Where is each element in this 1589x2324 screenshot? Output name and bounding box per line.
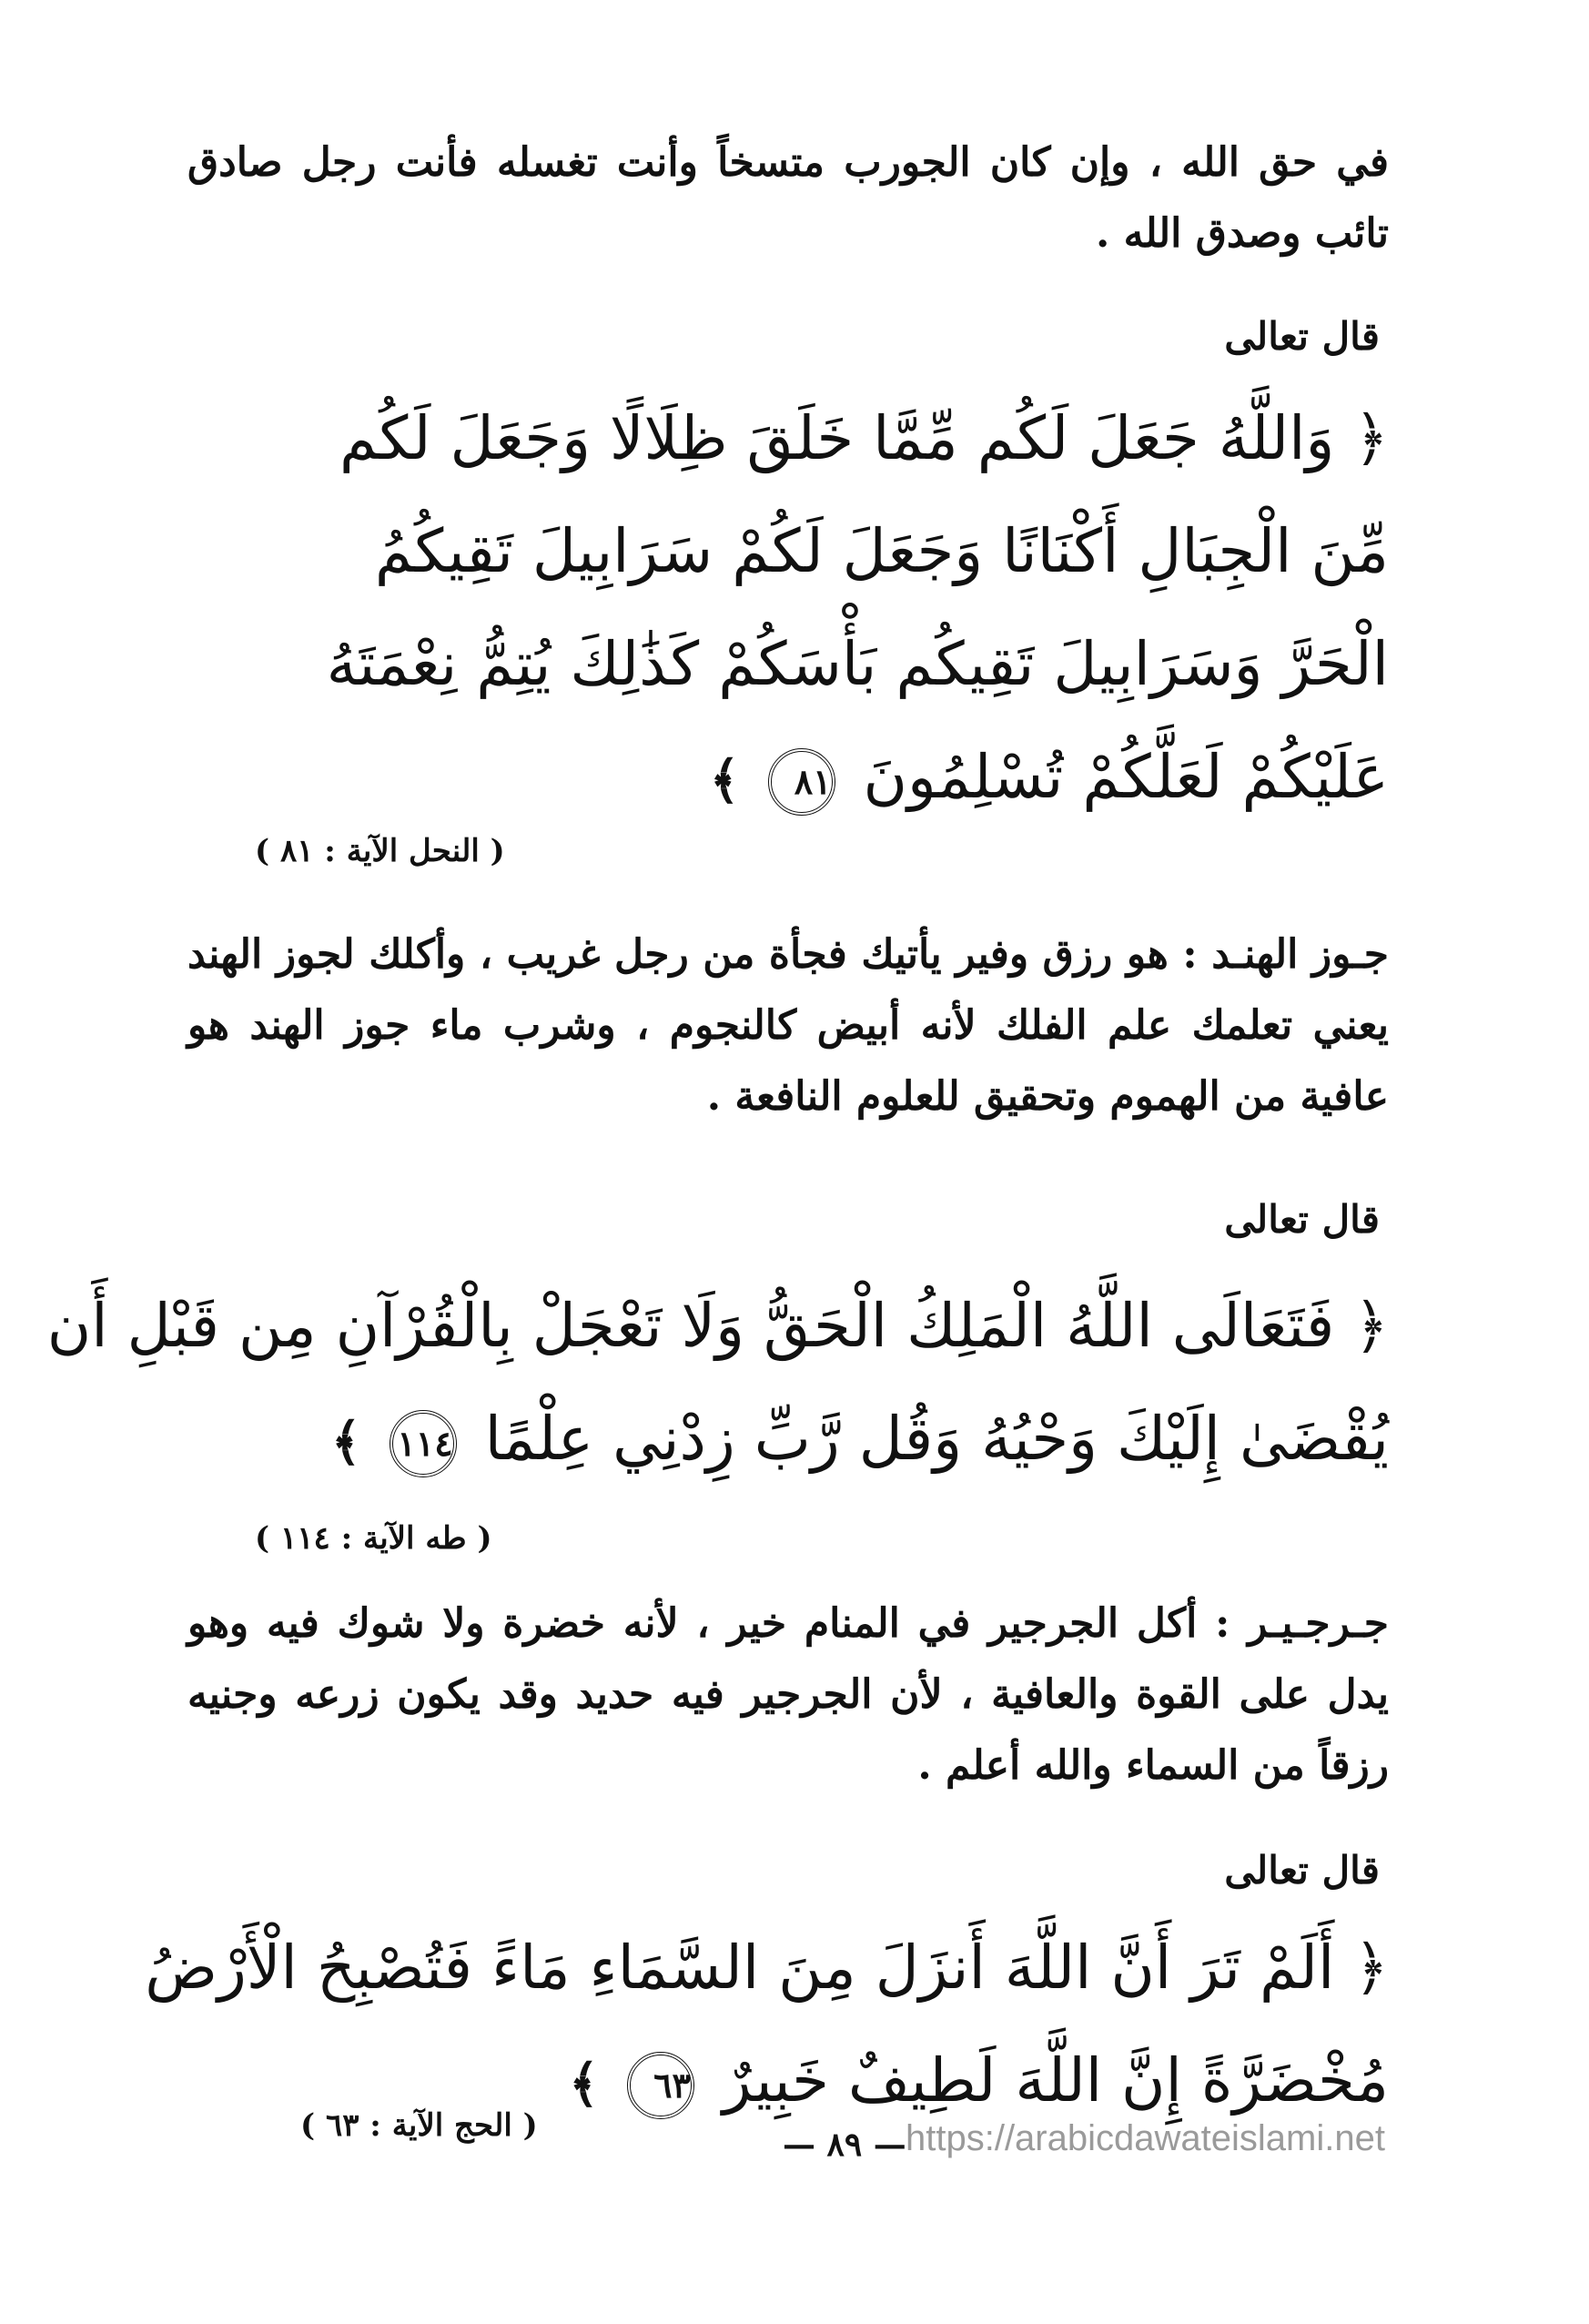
closing-bracket: ﴾ [330,1412,361,1472]
verse-1-line-2: مِّنَ الْجِبَالِ أَكْنَانًا وَجَعَلَ لَكُمْ سَرَابِيلَ تَقِيكُمُ [374,516,1389,586]
verse-citation-1: ( النحل الآية : ٨١ ) [255,833,505,869]
ayah-number-marker: ١١٤ [390,1410,457,1477]
entry-body-arugula: : أكل الجرجير في المنام خير ، لأنه خضرة ولا شوك فيه وهو يدل على القوة والعافية ، لأن الجرجير فيه حديد وقد يكون زرعه وجنيه رزقاً من السماء والله أعلم . [187,1600,1389,1789]
verse-2-line-2 [187,1383,1389,1498]
verse-1-line-4-text: عَلَيْكُمْ لَعَلَّكُمْ تُسْلِمُونَ [863,742,1389,812]
intro-line-2: وصدق الله . [1095,210,1301,257]
ayah-number-marker: ٨١ [768,748,835,816]
verse-1-line-1: ﴿ وَاللَّهُ جَعَلَ لَكُم مِّمَّا خَلَقَ ظِلَالًا وَجَعَلَ لَكُم [339,403,1389,473]
verse-1-line-4 [187,721,1389,837]
ayah-number-marker: ٦٣ [627,2052,694,2119]
quran-verse-1 [187,382,1389,837]
entry-coconut [187,919,1389,1132]
verse-3-line-1: ﴿ أَلَمْ تَرَ أَنَّ اللَّهَ أَنزَلَ مِنَ السَّمَاءِ مَاءً فَتُصْبِحُ الْأَرْضُ [145,1933,1389,2003]
verse-citation-2: ( طه الآية : ١١٤ ) [255,1520,492,1557]
page-number: — ٨٩ — [783,2126,906,2164]
closing-bracket: ﴾ [569,2054,599,2114]
verse-2-line-1: ﴿ فَتَعَالَى اللَّهُ الْمَلِكُ الْحَقُّ وَلَا تَعْجَلْ بِالْقُرْآنِ مِن قَبْلِ أَن [46,1291,1389,1361]
verse-3-line-2-text: مُخْضَرَّةً إِنَّ اللَّهَ لَطِيفٌ خَبِيرٌ [722,2045,1389,2116]
quran-verse-3 [145,1912,1389,2140]
closing-bracket: ﴾ [709,750,740,810]
verse-1-line-3: الْحَرَّ وَسَرَابِيلَ تَقِيكُم بَأْسَكُمْ كَذَٰلِكَ يُتِمُّ نِعْمَتَهُ [326,629,1389,699]
verse-heading-1: قال تعالى [1224,314,1380,359]
watermark-url: https://arabicdawateislami.net [906,2118,1385,2158]
intro-line-1: في حق الله ، وإن كان الجورب متسخاً وأنت تغسله فأنت رجل صادق تائب [187,139,1389,257]
entry-term-coconut: جـوز الهنـد [1211,931,1390,978]
verse-heading-2: قال تعالى [1224,1197,1380,1242]
entry-arugula [187,1588,1389,1801]
quran-verse-2 [46,1270,1389,1498]
verse-citation-3: ( الحج الآية : ٦٣ ) [300,2107,538,2144]
intro-paragraph [187,127,1389,269]
entry-body-coconut: : هو رزق وفير يأتيك فجأة من رجل غريب ، وأكلك لجوز الهند يعني تعلمك علم الفلك لأنه أبيض كالنجوم ، وشرب ماء جوز الهند هو عافية من الهموم وتحقيق للعلوم النافعة . [187,931,1389,1120]
verse-2-line-2-text: يُقْضَىٰ إِلَيْكَ وَحْيُهُ وَقُل رَّبِّ زِدْنِي عِلْمًا [484,1404,1389,1474]
verse-heading-3: قال تعالى [1224,1848,1380,1893]
entry-term-arugula: جـرجـيـر [1248,1600,1389,1647]
